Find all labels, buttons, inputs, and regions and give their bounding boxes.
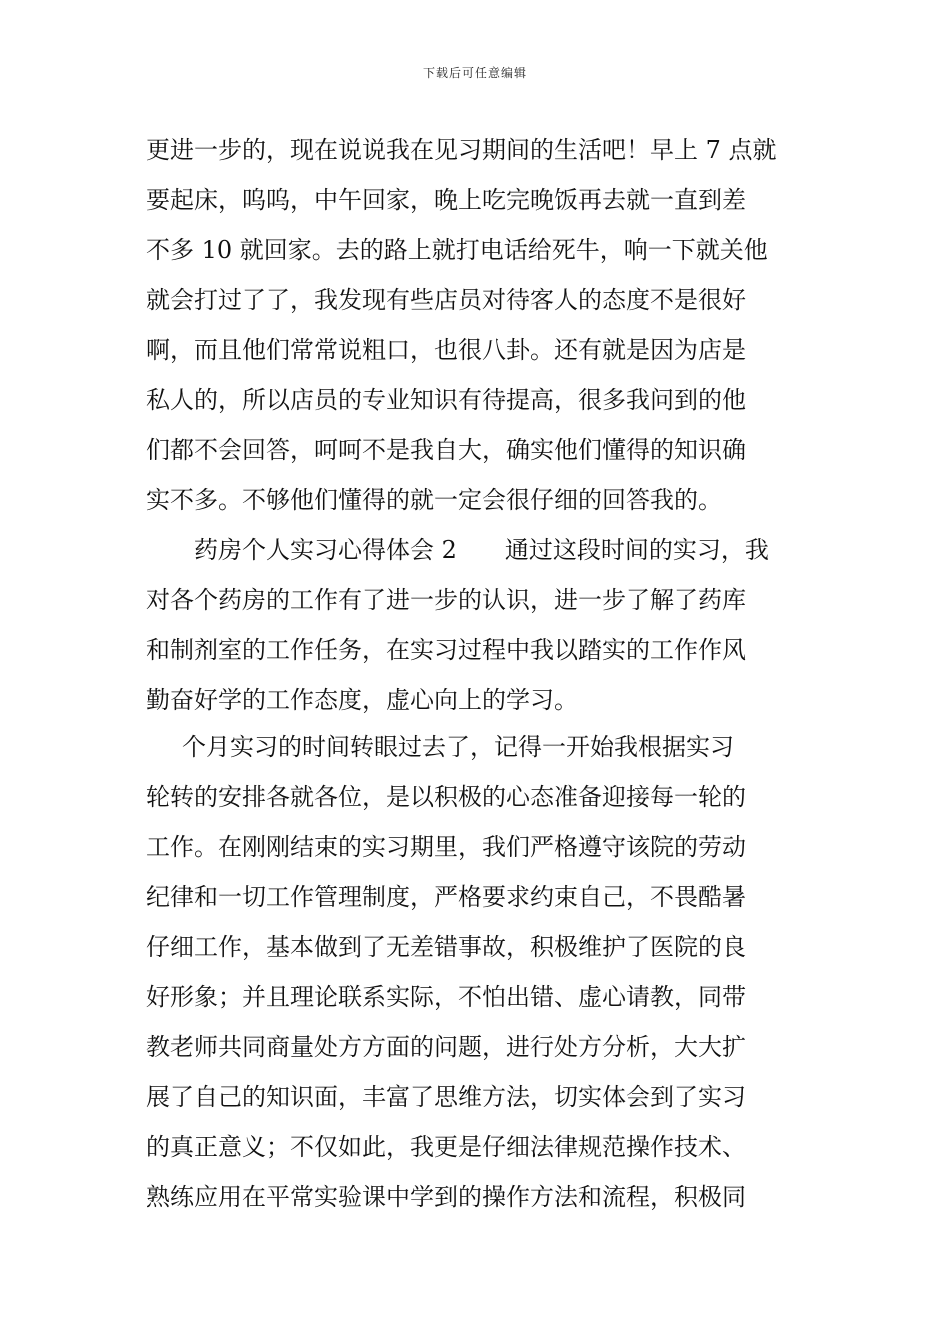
text-line: 啊，而且他们常常说粗口，也很八卦。还有就是因为店是 bbox=[146, 336, 746, 364]
paragraph-3 bbox=[146, 722, 810, 1222]
text-line: 实不多。不够他们懂得的就一定会很仔细的回答我的。 bbox=[146, 486, 722, 514]
text-line: 和制剂室的工作任务，在实习过程中我以踏实的工作作风 bbox=[146, 636, 746, 664]
text-line: 教老师共同商量处方方面的问题，进行处方分析，大大扩 bbox=[146, 1033, 746, 1061]
text-line: 熟练应用在平常实验课中学到的操作方法和流程，积极同 bbox=[146, 1183, 746, 1211]
text-line: 要起床，呜呜，中午回家，晚上吃完晚饭再去就一直到差 bbox=[146, 186, 746, 214]
text-line: 私人的，所以店员的专业知识有待提高，很多我问到的他 bbox=[146, 386, 746, 414]
page-header: 下载后可任意编辑 bbox=[422, 66, 527, 80]
paragraph-1 bbox=[146, 125, 810, 525]
text-line: 就会打过了了，我发现有些店员对待客人的态度不是很好 bbox=[146, 286, 746, 314]
text-line: 轮转的安排各就各位，是以积极的心态准备迎接每一轮的 bbox=[146, 783, 746, 811]
paragraph-heading-line bbox=[146, 525, 810, 575]
text-line: 对各个药房的工作有了进一步的认识，进一步了解了药库 bbox=[146, 586, 746, 614]
text-line: 个月实习的时间转眼过去了，记得一开始我根据实习 bbox=[182, 733, 734, 761]
section-heading: 药房个人实习心得体会 2 bbox=[194, 536, 457, 564]
text-line: 们都不会回答，呵呵不是我自大，确实他们懂得的知识确 bbox=[146, 436, 746, 464]
text-line-rest: 通过这段时间的实习，我 bbox=[504, 536, 769, 564]
text-line: 好形象；并且理论联系实际，不怕出错、虚心请教，同带 bbox=[146, 983, 746, 1011]
text-line: 勤奋好学的工作态度，虚心向上的学习。 bbox=[146, 686, 578, 714]
text-line: 展了自己的知识面，丰富了思维方法，切实体会到了实习 bbox=[146, 1083, 746, 1111]
text-line: 工作。在刚刚结束的实习期里，我们严格遵守该院的劳动 bbox=[146, 833, 746, 861]
paragraph-2 bbox=[146, 525, 810, 725]
text-line: 的真正意义；不仅如此，我更是仔细法律规范操作技术、 bbox=[146, 1133, 746, 1161]
text-line: 不多 10 就回家。去的路上就打电话给死牛，响一下就关他 bbox=[146, 236, 768, 264]
text-line: 仔细工作，基本做到了无差错事故，积极维护了医院的良 bbox=[146, 933, 746, 961]
text-line: 更进一步的，现在说说我在见习期间的生活吧！早上 7 点就 bbox=[146, 136, 777, 164]
text-line: 纪律和一切工作管理制度，严格要求约束自己，不畏酷暑 bbox=[146, 883, 746, 911]
